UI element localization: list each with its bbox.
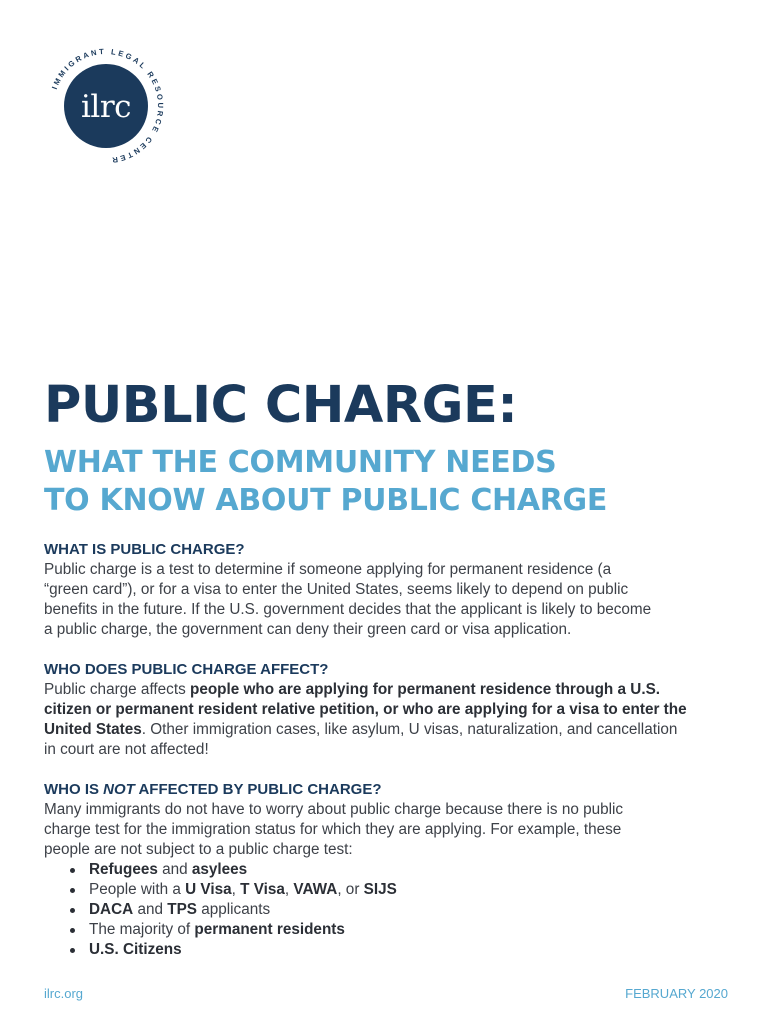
section-body-not-affected [44, 800, 734, 860]
section-body-who [44, 680, 734, 760]
section-heading-who: WHO DOES PUBLIC CHARGE AFFECT? [44, 661, 329, 678]
section-body-what [44, 560, 734, 640]
page-title: PUBLIC CHARGE: [44, 376, 518, 435]
section-heading-not-affected: WHO IS NOT AFFECTED BY PUBLIC CHARGE? [44, 781, 382, 798]
footer-date: FEBRUARY 2020 [625, 986, 728, 1001]
logo-text: ilrc [80, 89, 132, 125]
body-line: Many immigrants do not have to worry about public charge because there is no public [44, 801, 624, 818]
body-line: United States. Other immigration cases, like asylum, U visas, naturalization, and cancellation [44, 721, 678, 738]
body-line: a public charge, the government can deny their green card or visa application. [44, 621, 572, 638]
body-line: citizen or permanent resident relative petition, or who are applying for a visa to enter the [44, 701, 687, 718]
body-line: Public charge is a test to determine if someone applying for permanent residence (a [44, 561, 612, 578]
section-heading-what: WHAT IS PUBLIC CHARGE? [44, 541, 245, 558]
body-line: “green card”), or for a visa to enter the United States, seems likely to depend on public [44, 581, 629, 598]
list-item: U.S. Citizens [44, 940, 397, 960]
page-subtitle [44, 444, 607, 520]
body-line: benefits in the future. If the U.S. government decides that the applicant is likely to become [44, 601, 652, 618]
subtitle-line: TO KNOW ABOUT PUBLIC CHARGE [44, 483, 608, 518]
subtitle-line: WHAT THE COMMUNITY NEEDS [44, 445, 557, 480]
exempt-list [44, 860, 397, 960]
footer-website: ilrc.org [44, 986, 84, 1001]
list-item: DACA and TPS applicants [44, 900, 397, 920]
list-item: People with a U Visa, T Visa, VAWA, or SIJS [44, 880, 397, 900]
body-line: Public charge affects people who are applying for permanent residence through a U.S. [44, 681, 661, 698]
body-line: people are not subject to a public charge test: [44, 841, 353, 858]
list-item: Refugees and asylees [44, 860, 397, 880]
body-line: charge test for the immigration status for which they are applying. For example, these [44, 821, 622, 838]
body-line: in court are not affected! [44, 741, 209, 758]
ilrc-logo [44, 44, 168, 168]
list-item: The majority of permanent residents [44, 920, 397, 940]
logo-ring-text: IMMIGRANT LEGAL RESOURCE CENTER [49, 46, 166, 165]
